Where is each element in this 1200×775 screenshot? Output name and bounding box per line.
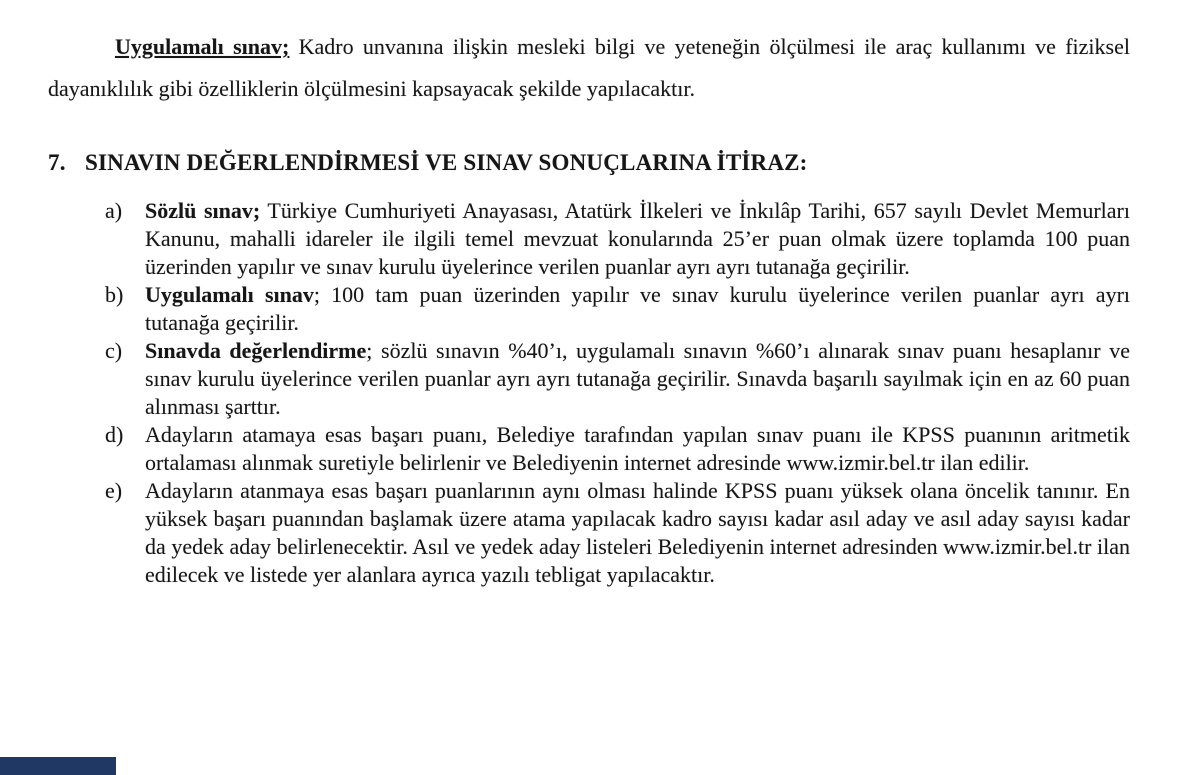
list-item-marker: c)	[105, 338, 123, 363]
list-item-marker: e)	[105, 478, 123, 503]
list-item-text	[145, 421, 1130, 477]
list-item-bold-lead: Uygulamalı sınav	[145, 282, 314, 307]
list-item-body: Adayların atanmaya esas başarı puanlarının aynı olması halinde KPSS puanı yüksek olana öncelik tanınır. En yüksek başarı puanından başlamak üzere atama yapılacak kadro sayısı kadar asıl aday ve asıl aday sayısı kadar da yedek aday belirlenecektir. Asıl ve yedek aday listeleri Belediyenin internet adresinden www.izmir.bel.tr ilan edilecek ve listede yer alanlara ayrıca yazılı tebligat yapılacaktır.	[145, 478, 1130, 587]
list-item-bold-lead: Sınavda değerlendirme	[145, 338, 367, 363]
list-item-text	[145, 281, 1130, 337]
list-item-d	[105, 421, 1130, 477]
list-item-c	[105, 337, 1130, 421]
list-item-body: ; 100 tam puan üzerinden yapılır ve sınav kurulu üyelerince verilen puanlar ayrı ayrı tutanağa geçirilir.	[145, 282, 1131, 335]
list-item-marker: d)	[105, 422, 124, 447]
list-item-body: Adayların atamaya esas başarı puanı, Belediye tarafından yapılan sınav puanı ile KPSS puanının aritmetik ortalaması alınmak suretiyle belirlenir ve Belediyenin internet adresinde www.izmir.bel.tr ilan edilir.	[145, 422, 1130, 475]
section-heading	[48, 148, 1130, 178]
section-number: 7.	[48, 150, 66, 175]
intro-lead-underlined: Uygulamalı sınav;	[115, 34, 290, 59]
bottom-left-bar	[0, 757, 116, 775]
list-item-body: ; sözlü sınavın %40’ı, uygulamalı sınavın %60’ı alınarak sınav puanı hesaplanır ve sınav kurulu üyelerince verilen puanlar ayrı ayrı tutanağa geçirilir. Sınavda başarılı sayılmak için en az 60 puan alınması şarttır.	[145, 338, 1130, 419]
list-item-b	[105, 281, 1130, 337]
intro-paragraph	[48, 0, 1130, 110]
list-item-e	[105, 477, 1130, 589]
list-item-a	[105, 197, 1130, 281]
list-item-marker: b)	[105, 282, 124, 307]
list-item-body: Türkiye Cumhuriyeti Anayasası, Atatürk İlkeleri ve İnkılâp Tarihi, 657 sayılı Devlet Memurları Kanunu, mahalli idareler ile ilgili temel mevzuat konularında 25’er puan olmak üzere toplamda 100 puan üzerinden yapılır ve sınav kurulu üyelerince verilen puanlar ayrı ayrı tutanağa geçirilir.	[145, 198, 1130, 279]
section-title: SINAVIN DEĞERLENDİRMESİ VE SINAV SONUÇLARINA İTİRAZ:	[85, 150, 808, 175]
list-item-marker: a)	[105, 198, 123, 223]
list-item-text	[145, 477, 1130, 589]
intro-text: Kadro unvanına ilişkin mesleki bilgi ve yeteneğin ölçülmesi ile araç kullanımı ve fiziksel dayanıklılık gibi özelliklerin ölçülmesini kapsayacak şekilde yapılacaktır.	[48, 34, 1130, 101]
lettered-list	[0, 197, 1130, 589]
list-item-text	[145, 337, 1130, 421]
list-item-text	[145, 197, 1130, 281]
list-item-bold-lead: Sözlü sınav;	[145, 198, 261, 223]
